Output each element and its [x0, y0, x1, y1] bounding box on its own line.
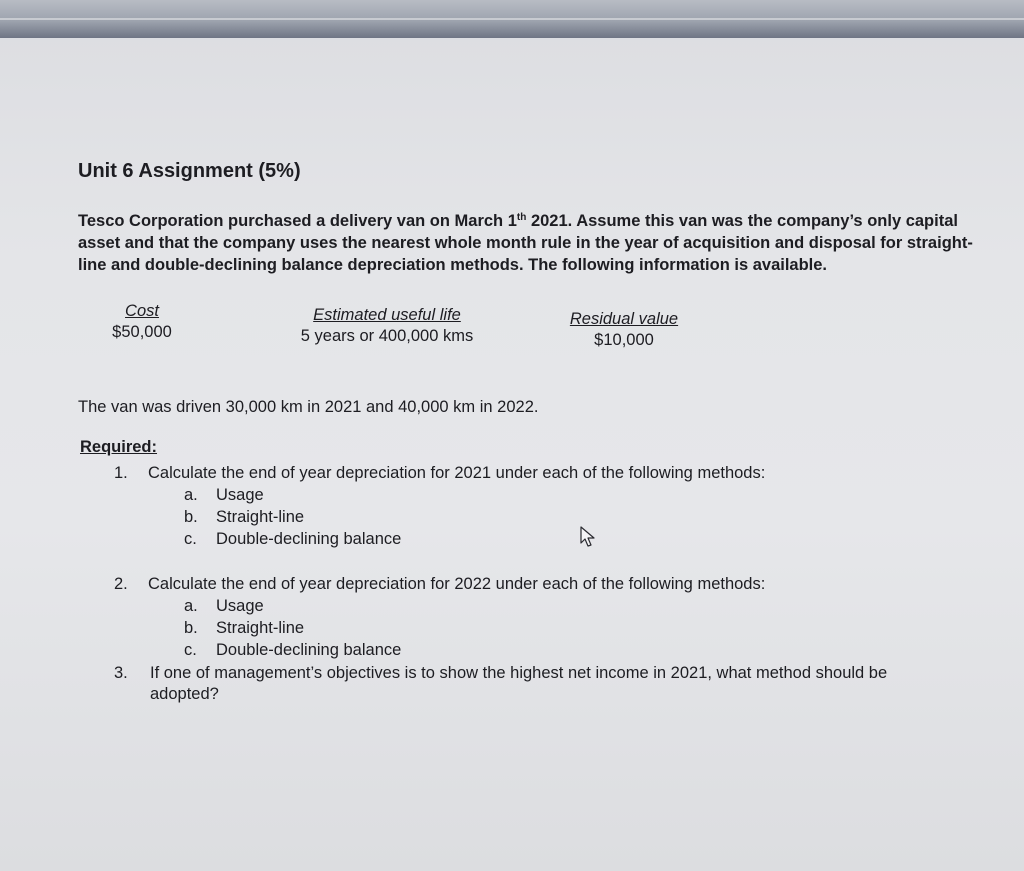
useful-life-label: Estimated useful life: [313, 306, 461, 324]
question-2-sub-a-text: Usage: [216, 597, 264, 615]
cost-label: Cost: [125, 302, 159, 320]
residual-value-column: [565, 310, 683, 350]
question-1-sub-b-label: b.: [184, 508, 198, 526]
mouse-pointer-icon: [580, 526, 596, 548]
useful-life-column: [293, 306, 481, 346]
intro-line-2: asset and that the company uses the nearest whole month rule in the year of acquisition and disposal for straight-: [78, 234, 973, 252]
question-2-sub-c-text: Double-declining balance: [216, 641, 402, 659]
intro-line-3: line and double-declining balance depreciation methods. The following information is available.: [78, 256, 828, 274]
cost-column: [105, 302, 179, 342]
question-1-sub-c-label: c.: [184, 530, 197, 548]
question-1-number: 1.: [114, 464, 128, 482]
question-1-sub-b-text: Straight-line: [216, 508, 305, 526]
required-heading: Required:: [80, 438, 158, 456]
question-2-sub-a-label: a.: [184, 597, 198, 615]
intro-line-1: Tesco Corporation purchased a delivery van on March 1th 2021. Assume this van was the company’s only capital: [78, 212, 958, 230]
residual-value-value: $10,000: [594, 331, 654, 349]
question-1-sub-c-text: Double-declining balance: [216, 530, 402, 548]
distance-driven-text: The van was driven 30,000 km in 2021 and 40,000 km in 2022.: [78, 398, 539, 416]
cost-value: $50,000: [112, 323, 172, 341]
question-2-text: Calculate the end of year depreciation for 2022 under each of the following methods:: [148, 575, 766, 593]
residual-value-label: Residual value: [569, 310, 679, 328]
question-2-sub-b-text: Straight-line: [216, 619, 305, 637]
question-3-text-line-1: If one of management’s objectives is to show the highest net income in 2021, what method should be: [150, 664, 888, 682]
question-2-sub-b-label: b.: [184, 619, 198, 637]
question-3-text-line-2: adopted?: [150, 685, 219, 703]
page-title: Unit 6 Assignment (5%): [78, 160, 301, 182]
question-3-number: 3.: [114, 664, 128, 682]
question-2-sub-c-label: c.: [184, 641, 197, 659]
question-1-sub-a-label: a.: [184, 486, 198, 504]
intro-paragraph: [78, 210, 973, 276]
question-1-sub-a-text: Usage: [216, 486, 264, 504]
question-2-number: 2.: [114, 575, 128, 593]
question-1-text: Calculate the end of year depreciation for 2021 under each of the following methods:: [148, 464, 766, 482]
useful-life-value: 5 years or 400,000 kms: [300, 327, 474, 345]
